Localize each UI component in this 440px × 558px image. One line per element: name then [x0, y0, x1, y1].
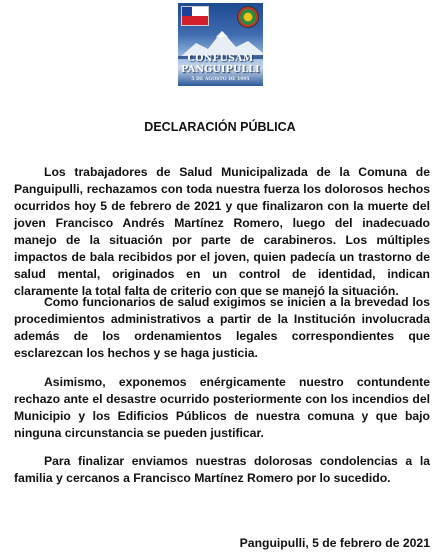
document-title: DECLARACIÓN PÚBLICA [144, 120, 296, 134]
logo-line3: 5 DE AGOSTO DE 1995 [191, 77, 250, 82]
paragraph-4: Para finalizar enviamos nuestras dolorosas condolencias a la familia y cercanos a Francisco Martínez Romero por lo sucedido. [14, 454, 430, 485]
logo-line1: CONFUSAM [187, 53, 254, 64]
chile-flag-icon [181, 6, 209, 26]
paragraph-1: Los trabajadores de Salud Municipalizada de la Comuna de Panguipulli, rechazamos con toda nuestra fuerza los dolorosos hechos ocurridos hoy 5 de febrero de 2021 y que finalizaron con la muerte del joven Francisco Andrés Martínez Romero, luego del inadecuado manejo de la situación por parte de carabineros. Los múltiples impactos de bala recibidos por el joven, quien padecía un trastorno de salud mental, originados en un control de identidad, indican claramente la total falta de criterio con que se manejó la situación. [14, 165, 430, 298]
logo-line2: PANGUIPULLI [181, 64, 260, 75]
signoff-date: Panguipulli, 5 de febrero de 2021 [239, 536, 430, 550]
paragraph-2: Como funcionarios de salud exigimos se inicien a la brevedad los procedimientos administrativos a partir de la Institución involucrada además de los ordenamientos legales correspondientes que esclarezcan los hechos y se haga justicia. [14, 295, 430, 360]
paragraph-3: Asimismo, exponemos enérgicamente nuestro contundente rechazo ante el desastre ocurrido posteriormente con los incendios del Municipio y los Edificios Públicos de nuestra comuna y que bajo ninguna circunstancia se pueden justificar. [14, 375, 430, 440]
emblem-icon [237, 6, 259, 28]
confusam-logo [178, 3, 263, 86]
